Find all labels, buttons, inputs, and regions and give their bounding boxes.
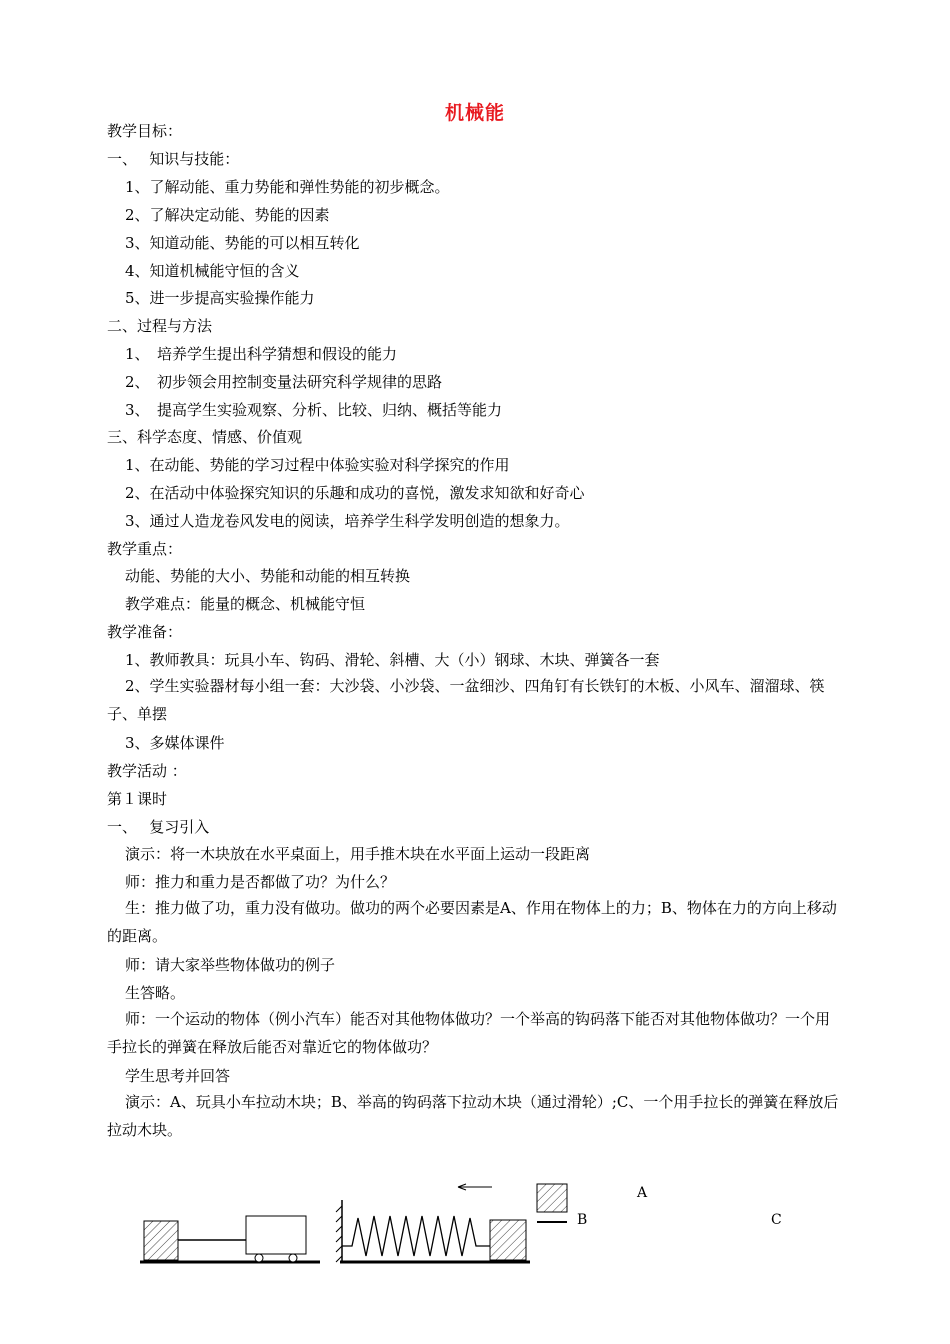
activity-heading: 教学活动 ： (107, 762, 187, 780)
key-points-text: 动能、势能的大小、势能和动能的相互转换 (125, 567, 411, 585)
key-points-heading: 教学重点： (107, 540, 183, 558)
preparation-item: 1、教师教具：玩具小车、钩码、滑轮、斜槽、大（小）钢球、木块、弹簧各一套 (125, 651, 660, 669)
lesson-label: 第１课时 (107, 790, 168, 808)
section1-item: 4、知道机械能守恒的含义 (125, 262, 300, 280)
preparation-item: 3、多媒体课件 (125, 734, 225, 752)
section2-item: 2、 初步领会用控制变量法研究科学规律的思路 (125, 373, 443, 391)
preparation-item: 2、学生实验器材每小组一套：大沙袋、小沙袋、一盆细沙、四角钉有长铁钉的木板、小风车、溜溜球、筷子、单摆 (107, 677, 825, 723)
section1-item: 3、知道动能、势能的可以相互转化 (125, 234, 360, 252)
spring (342, 1216, 490, 1256)
section1-item: 1、了解动能、重力势能和弹性势能的初步概念。 (125, 178, 450, 196)
experiment-figure (0, 1170, 950, 1290)
weight-diagram (537, 1184, 567, 1222)
goals-heading: 教学目标： (107, 122, 183, 140)
section2-heading: 二、过程与方法 (107, 317, 213, 335)
student-text: 生答略。 (125, 984, 186, 1002)
section3-item: 1、在动能、势能的学习过程中体验实验对科学探究的作用 (125, 456, 510, 474)
demo-text: 演示：将一木块放在水平桌面上，用手推木块在水平面上运动一段距离 (125, 845, 591, 863)
document-title: 机械能 (444, 102, 505, 124)
preparation-heading: 教学准备： (107, 623, 183, 641)
section1-item: 5、进一步提高实验操作能力 (125, 289, 315, 307)
demo-text: 演示：A、玩具小车拉动木块；B、举高的钩码落下拉动木块（通过滑轮）;C、一个用手拉长的弹簧在释放后拉动木块。 (107, 1093, 839, 1139)
section1-heading: 一、 知识与技能： (107, 150, 240, 168)
teacher-text: 师：请大家举些物体做功的例子 (125, 956, 336, 974)
wood-block (144, 1221, 178, 1260)
section3-item: 3、通过人造龙卷风发电的阅读，培养学生科学发明创造的想象力。 (125, 512, 570, 530)
student-text: 学生思考并回答 (125, 1067, 231, 1085)
spring-block-diagram (336, 1184, 530, 1262)
wood-block (490, 1220, 526, 1260)
section3-item: 2、在活动中体验探究知识的乐趣和成功的喜悦，激发求知欲和好奇心 (125, 484, 585, 502)
label-a: A (637, 1185, 648, 1201)
section1-item: 2、了解决定动能、势能的因素 (125, 206, 330, 224)
toy-cart (246, 1216, 306, 1254)
cart-block-diagram (140, 1216, 320, 1262)
part-heading: 一、 复习引入 (107, 818, 210, 836)
section2-item: 3、 提高学生实验观察、分析、比较、归纳、概括等能力 (125, 401, 503, 419)
difficulty-text: 教学难点：能量的概念、机械能守恒 (125, 595, 366, 613)
teacher-text: 师：推力和重力是否都做了功？为什么？ (125, 873, 396, 891)
section3-heading: 三、科学态度、情感、价值观 (107, 428, 303, 446)
label-c: C (771, 1212, 782, 1228)
cart-wheel (289, 1254, 297, 1262)
hook-weight (537, 1184, 567, 1212)
section2-item: 1、 培养学生提出科学猜想和假设的能力 (125, 345, 398, 363)
cart-wheel (255, 1254, 263, 1262)
label-b: B (577, 1212, 588, 1228)
student-text: 生：推力做了功，重力没有做功。做功的两个必要因素是A、作用在物体上的力；B、物体在力的方向上移动的距离。 (107, 899, 837, 945)
teacher-text: 师：一个运动的物体（例小汽车）能否对其他物体做功？一个举高的钩码落下能否对其他物体做功？一个用手拉长的弹簧在释放后能否对靠近它的物体做功？ (107, 1010, 831, 1056)
